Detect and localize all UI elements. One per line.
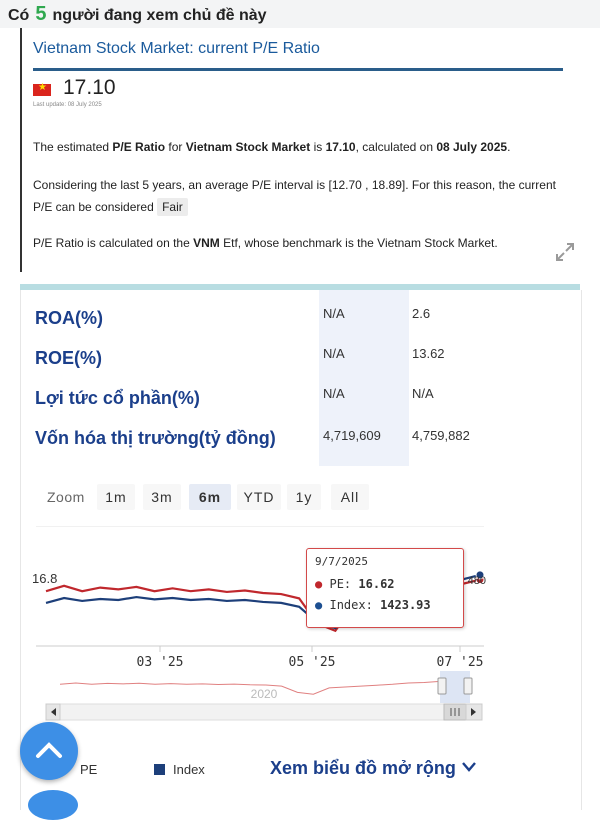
zoom-6m-button[interactable]: 6m bbox=[189, 484, 231, 510]
vietnam-flag-icon: ★ bbox=[33, 84, 51, 96]
navigator-handle-right[interactable] bbox=[464, 678, 472, 694]
metric-roa-value-2: 2.6 bbox=[412, 306, 431, 321]
metric-roa-value-1: N/A bbox=[323, 306, 345, 321]
metric-label-dividend: Lợi tức cổ phần(%) bbox=[35, 388, 200, 408]
pe-dot-icon: ● bbox=[315, 577, 323, 591]
fair-badge: Fair bbox=[157, 198, 188, 216]
pe-method-text: P/E Ratio is calculated on the VNM Etf, whose benchmark is the Vietnam Stock Market. bbox=[33, 236, 498, 250]
legend-index-swatch bbox=[154, 764, 165, 775]
legend-pe[interactable]: PE bbox=[80, 762, 98, 777]
navigator-year-label: 2020 bbox=[250, 687, 278, 701]
viewers-count: 5 bbox=[35, 3, 47, 25]
metric-label-roe: ROE(%) bbox=[35, 348, 102, 368]
tooltip-date: 9/7/2025 bbox=[315, 555, 368, 568]
series-end-label: 480 bbox=[467, 575, 486, 587]
metric-dividend-value-1: N/A bbox=[323, 386, 345, 401]
y-tick-label: 16.8 bbox=[32, 571, 58, 586]
chevron-up-icon bbox=[20, 722, 78, 780]
metric-market-cap-value-1: 4,719,609 bbox=[323, 428, 381, 443]
chart-tooltip bbox=[306, 548, 464, 628]
expand-chart-link[interactable]: Xem biểu đồ mở rộng bbox=[270, 758, 477, 779]
zoom-ytd-button[interactable]: YTD bbox=[237, 484, 281, 510]
zoom-3m-button[interactable]: 3m bbox=[143, 484, 181, 510]
viewers-prefix: Có bbox=[8, 7, 30, 24]
x-tick-label: 07 '25 bbox=[436, 655, 484, 670]
x-tick-label: 05 '25 bbox=[288, 655, 336, 670]
zoom-label: Zoom bbox=[47, 489, 85, 505]
secondary-float-button[interactable] bbox=[28, 790, 78, 820]
scroll-to-top-button[interactable] bbox=[20, 722, 78, 780]
pe-summary: The estimated P/E Ratio for Vietnam Stock Market is 17.10, calculated on 08 July 2025. bbox=[33, 140, 511, 154]
chevron-down-icon bbox=[461, 761, 477, 773]
metric-label-roa: ROA(%) bbox=[35, 308, 103, 328]
pe-ratio-card bbox=[20, 28, 584, 272]
zoom-1m-button[interactable]: 1m bbox=[97, 484, 135, 510]
metric-roe-value-1: N/A bbox=[323, 346, 345, 361]
pe-interval-text: Considering the last 5 years, an average P/E interval is [12.70 , 18.89]. For this reason, the current P/E can be considered Fair bbox=[33, 178, 556, 214]
zoom-all-button[interactable]: All bbox=[331, 484, 369, 510]
pe-card-title[interactable]: Vietnam Stock Market: current P/E Ratio bbox=[33, 40, 320, 57]
scrollbar-track[interactable] bbox=[46, 704, 482, 720]
topbar bbox=[0, 0, 600, 28]
metric-market-cap-value-2: 4,759,882 bbox=[412, 428, 470, 443]
x-tick-label: 03 '25 bbox=[136, 655, 184, 670]
viewers-suffix: người đang xem chủ đề này bbox=[52, 7, 267, 24]
index-dot-icon: ● bbox=[315, 598, 323, 612]
viewers-notice bbox=[8, 3, 267, 26]
title-divider bbox=[33, 68, 563, 71]
zoom-1y-button[interactable]: 1y bbox=[287, 484, 321, 510]
navigator-handle-left[interactable] bbox=[438, 678, 446, 694]
metric-dividend-value-2: N/A bbox=[412, 386, 434, 401]
metric-label-market-cap: Vốn hóa thị trường(tỷ đồng) bbox=[35, 428, 276, 448]
last-update: Last update: 08 July 2025 bbox=[33, 102, 102, 108]
tooltip-index-row: ● Index: 1423.93 bbox=[315, 598, 431, 612]
metric-roe-value-2: 13.62 bbox=[412, 346, 445, 361]
legend-index[interactable]: Index bbox=[154, 762, 205, 777]
pe-value: 17.10 bbox=[63, 76, 116, 99]
expand-icon[interactable] bbox=[554, 241, 576, 263]
tooltip-pe-row: ● PE: 16.62 bbox=[315, 577, 395, 591]
